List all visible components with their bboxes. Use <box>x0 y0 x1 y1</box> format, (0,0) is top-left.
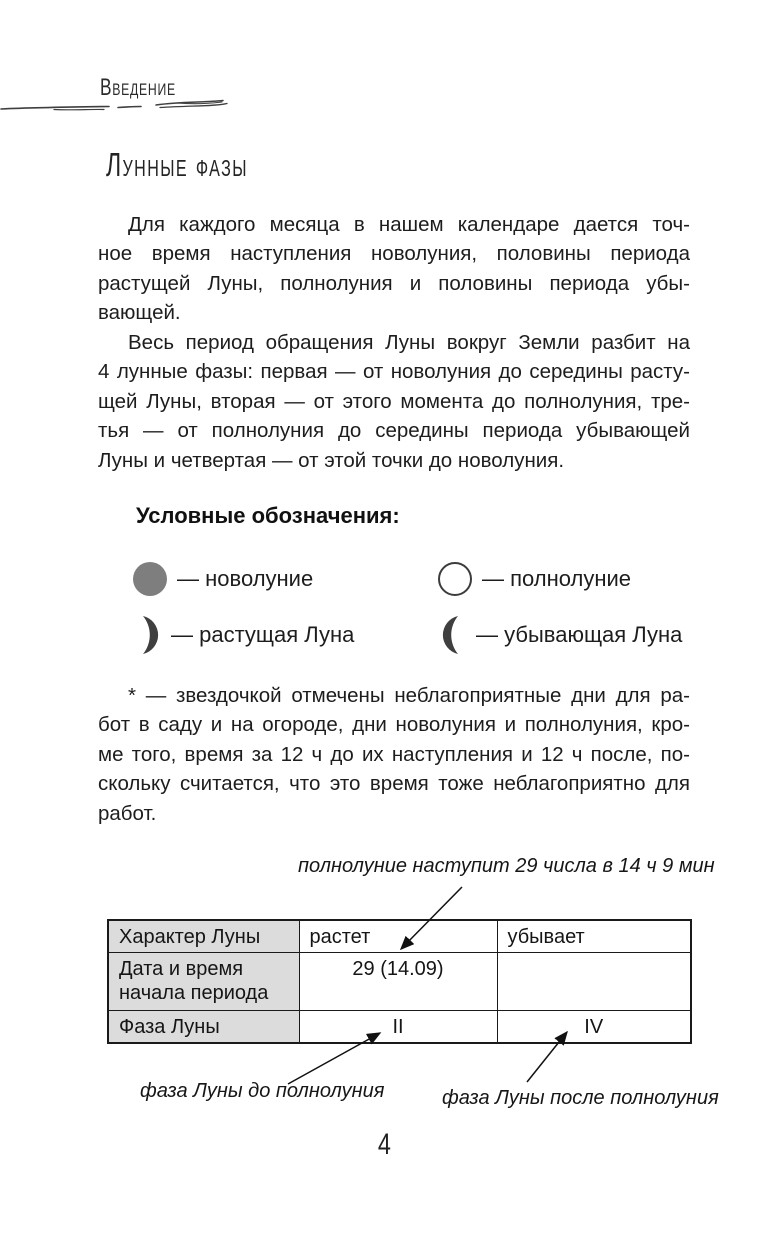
legend-item-waning-moon <box>440 613 682 657</box>
table-cell: растет <box>299 920 497 953</box>
page-title: Лунные фазы <box>106 146 248 183</box>
legend-item-waxing-moon <box>135 613 354 657</box>
annotation-full-moon-time: полнолуние наступит 29 числа в 14 ч 9 мин <box>298 855 715 877</box>
table-row <box>108 1011 691 1044</box>
row-header-cell: Фаза Луны <box>108 1011 299 1044</box>
table-cell: II <box>299 1011 497 1044</box>
legend-heading: Условные обозначения: <box>136 503 400 528</box>
table-row <box>108 953 691 1011</box>
legend-item-new-moon <box>133 557 313 601</box>
table-cell: IV <box>497 1011 691 1044</box>
legend-label: — убывающая Луна <box>476 622 683 647</box>
moon-phase-table <box>107 919 692 1044</box>
waning-moon-icon <box>440 613 466 657</box>
annotation-phase-after-full: фаза Луны после полнолуния <box>442 1087 719 1109</box>
legend-label: — новолуние <box>177 566 314 591</box>
intro-paragraph-1: Для каждого месяца в нашем календаре дается точ- ное время наступления новолуния, половины периода растущей Луны, полнолуния и половины периода убы- вающей. <box>98 213 690 325</box>
page-number: 4 <box>377 1128 391 1161</box>
waxing-moon-icon <box>135 613 161 657</box>
legend-label: — растущая Луна <box>171 622 355 647</box>
table-cell: 29 (14.09) <box>299 953 497 1011</box>
annotation-phase-before-full: фаза Луны до полнолуния <box>140 1080 385 1102</box>
row-header-cell: Характер Луны <box>108 920 299 953</box>
table-cell <box>497 953 691 1011</box>
table-row <box>108 920 691 953</box>
table-cell: убывает <box>497 920 691 953</box>
running-header: Введение <box>100 74 176 101</box>
full-moon-icon <box>438 562 472 596</box>
scribble-divider-icon <box>0 96 240 118</box>
footnote-paragraph: * — звездочкой отмечены неблагоприятные дни для ра- бот в саду и на огороде, дни новолуния и полнолуния, кро- ме того, время за 12 ч до их наступления и 12 ч после, по- скольку считается, что это время тоже неблагоприятно для работ. <box>98 684 690 825</box>
legend-label: — полнолуние <box>482 566 632 591</box>
row-header-cell: Дата и время начала периода <box>108 953 299 1011</box>
legend-item-full-moon <box>438 557 631 601</box>
new-moon-icon <box>133 562 167 596</box>
intro-paragraph-2: Весь период обращения Луны вокруг Земли разбит на 4 лунные фазы: первая — от новолуния до середины расту- щей Луны, вторая — от этого момента до полнолуния, тре- тья — от полнолуния до середины периода убывающей Луны и четвертая — от этой точки до новолуния. <box>98 331 690 472</box>
